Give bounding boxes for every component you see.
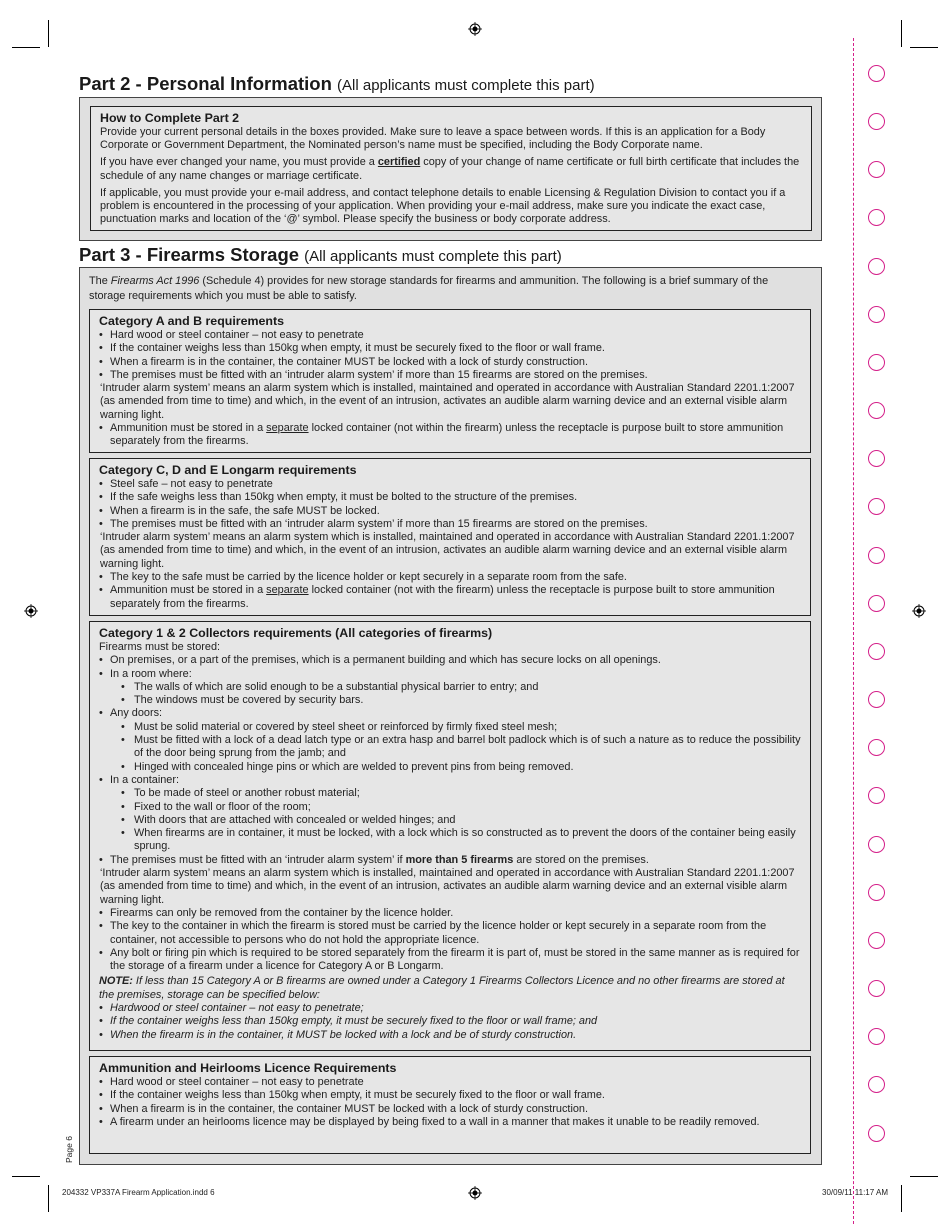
- footer-datetime: 30/09/11 11:17 AM: [822, 1188, 888, 1197]
- part2-paragraph: Provide your current personal details in the boxes provided. Make sure to leave a space between words. If this is an application for a Body Corporate or Government Department, the Nominated person’s name must be specified, including the Body Corporate name.: [100, 126, 766, 152]
- list-item: • When a firearm is in the container, the container MUST be locked with a lock of sturdy construction.: [99, 1103, 801, 1116]
- alarm-definition: ‘Intruder alarm system’ means an alarm system which is installed, maintained and operated in accordance with Australian Standard 2201.1:2007 (as amended from time to time) and which, in the event of an intrusion, activates an audible alarm warning device and an external visible alarm warning light.: [100, 382, 795, 421]
- list-item: • On premises, or a part of the premises, which is a permanent building and which has secure locks on all openings.: [99, 654, 801, 667]
- crop-mark: [12, 47, 40, 48]
- collectors-lead: Firearms must be stored:: [99, 641, 221, 653]
- ammunition-heirlooms-box: [89, 1056, 811, 1154]
- sub-list-item: • Fixed to the wall or floor of the room;: [99, 801, 801, 814]
- list-item: • If the safe weighs less than 150kg when empty, it must be bolted to the structure of the premises.: [99, 491, 801, 504]
- sub-list-item: • Must be solid material or covered by steel sheet or reinforced by firmly fixed steel mesh;: [99, 721, 801, 734]
- category-ab-box: [89, 309, 811, 453]
- list-item: • The premises must be fitted with an ‘intruder alarm system’ if more than 15 firearms are stored on the premises.: [99, 518, 801, 531]
- page-number: Page 6: [64, 1136, 74, 1163]
- sub-list-item: • With doors that are attached with concealed or welded hinges; and: [99, 814, 801, 827]
- list-item: • A firearm under an heirlooms licence may be displayed by being fixed to a wall in a manner that makes it unable to be readily removed.: [99, 1116, 801, 1129]
- sub-list-item: • Must be fitted with a lock of a dead latch type or an extra hasp and barrel bolt padlock which is of such a nature as to reduce the possibility of the door being sprung from the jamb; and: [99, 734, 801, 761]
- list-item: • Hard wood or steel container – not easy to penetrate: [99, 1076, 801, 1089]
- ammunition-heirlooms-heading: Ammunition and Heirlooms Licence Requirements: [99, 1061, 397, 1075]
- part2-title: Part 2 - Personal Information (All applicants must complete this part): [79, 73, 595, 94]
- sub-list-item: • The windows must be covered by security bars.: [99, 694, 801, 707]
- list-item: • In a room where:: [99, 668, 801, 681]
- list-item: • If the container weighs less than 150kg when empty, it must be securely fixed to the floor or wall frame.: [99, 342, 801, 355]
- list-item: • Firearms can only be removed from the container by the licence holder.: [99, 907, 801, 920]
- perforation-line: [853, 38, 854, 1224]
- punch-hole-icon: [868, 691, 885, 708]
- punch-hole-icon: [868, 595, 885, 612]
- sub-list-item: • When firearms are in container, it must be locked, with a lock which is so constructed as to prevent the doors of the container being easily sprung.: [99, 827, 801, 854]
- registration-mark-icon: [24, 604, 38, 618]
- punch-hole-icon: [868, 209, 885, 226]
- punch-hole-icon: [868, 547, 885, 564]
- punch-hole-icon: [868, 980, 885, 997]
- list-item: • Any doors:: [99, 707, 801, 720]
- punch-hole-icon: [868, 787, 885, 804]
- punch-hole-icon: [868, 402, 885, 419]
- list-item: • The key to the safe must be carried by the licence holder or kept securely in a separate room from the safe.: [99, 571, 801, 584]
- sub-list-item: • To be made of steel or another robust material;: [99, 787, 801, 800]
- list-item: • Steel safe – not easy to penetrate: [99, 478, 801, 491]
- list-item: • Hardwood or steel container – not easy to penetrate;: [99, 1002, 801, 1015]
- part2-panel: [79, 97, 822, 241]
- crop-mark: [901, 1185, 902, 1212]
- part3-subtitle: (All applicants must complete this part): [304, 248, 562, 265]
- punch-hole-icon: [868, 884, 885, 901]
- part2-paragraph: If applicable, you must provide your e-mail address, and contact telephone details to enable Licensing & Regulation Division to contact you if a problem is encountered in the processing of your application. When providing your e-mail address, make sure you indicate the exact case, punctuation marks and location of the ‘@’ symbol. Please specify the business or body corporate address.: [100, 186, 786, 226]
- list-item: • The premises must be fitted with an ‘intruder alarm system’ if more than 15 firearms are stored on the premises.: [99, 369, 801, 382]
- list-item: • If the container weighs less than 150kg empty, it must be securely fixed to the floor or wall frame; and: [99, 1015, 801, 1028]
- list-item: • The premises must be fitted with an ‘intruder alarm system’ if more than 5 firearms are stored on the premises.: [99, 854, 801, 867]
- registration-mark-icon: [912, 604, 926, 618]
- crop-mark: [12, 1176, 40, 1177]
- registration-mark-icon: [468, 1186, 482, 1200]
- how-to-complete-heading: How to Complete Part 2: [100, 111, 240, 125]
- punch-hole-icon: [868, 161, 885, 178]
- alarm-definition: ‘Intruder alarm system’ means an alarm system which is installed, maintained and operated in accordance with Australian Standard 2201.1:2007 (as amended from time to time) and which, in the event of an intrusion, activates an audible alarm warning device and an external visible alarm warning light.: [100, 867, 795, 906]
- category-collectors-heading: Category 1 & 2 Collectors requirements (All categories of firearms): [99, 626, 493, 640]
- punch-hole-icon: [868, 258, 885, 275]
- punch-hole-icon: [868, 739, 885, 756]
- punch-hole-icon: [868, 354, 885, 371]
- punch-hole-icon: [868, 450, 885, 467]
- category-collectors-box: [89, 621, 811, 1051]
- list-item: • Ammunition must be stored in a separate locked container (not within the firearm) unless the receptacle is purpose built to store ammunition separately from the firearms.: [99, 422, 801, 449]
- crop-mark: [910, 47, 938, 48]
- crop-mark: [48, 20, 49, 47]
- sub-list-item: • Hinged with concealed hinge pins or which are welded to prevent pins from being removed.: [99, 761, 801, 774]
- collectors-note: NOTE: If less than 15 Category A or B firearms are owned under a Category 1 Firearms Collectors Licence and no other firearms are stored at the premises, storage can be specified below:: [99, 975, 785, 1001]
- list-item: • In a container:: [99, 774, 801, 787]
- crop-mark: [901, 20, 902, 47]
- category-cde-heading: Category C, D and E Longarm requirements: [99, 463, 357, 477]
- punch-hole-icon: [868, 65, 885, 82]
- list-item: • The key to the container in which the firearm is stored must be carried by the licence holder or kept securely in a separate room from the container, not accessible to persons who do not hold the appropriate licence.: [99, 920, 801, 947]
- list-item: • If the container weighs less than 150kg when empty, it must be securely fixed to the floor or wall frame.: [99, 1089, 801, 1102]
- footer-filename: 204332 VP337A Firearm Application.indd 6: [62, 1188, 215, 1197]
- list-item: • When the firearm is in the container, it MUST be locked with a lock and be of sturdy construction.: [99, 1029, 801, 1042]
- list-item: • Hard wood or steel container – not easy to penetrate: [99, 329, 801, 342]
- punch-hole-icon: [868, 643, 885, 660]
- punch-hole-icon: [868, 306, 885, 323]
- list-item: • Any bolt or firing pin which is required to be stored separately from the firearm it is part of, must be stored in the same manner as is required for the storage of a firearm under a licence for Category A or B Longarm.: [99, 947, 801, 974]
- alarm-definition: ‘Intruder alarm system’ means an alarm system which is installed, maintained and operated in accordance with Australian Standard 2201.1:2007 (as amended from time to time) and which, in the event of an intrusion, activates an audible alarm warning device and an external visible alarm warning light.: [100, 531, 795, 570]
- punch-hole-icon: [868, 1125, 885, 1142]
- punch-hole-icon: [868, 836, 885, 853]
- punch-hole-icon: [868, 1028, 885, 1045]
- how-to-complete-box: [90, 106, 812, 231]
- part3-intro: The Firearms Act 1996 (Schedule 4) provides for new storage standards for firearms and ammunition. The following is a brief summary of the storage requirements which you must be able to satisfy.: [89, 275, 769, 302]
- category-ab-heading: Category A and B requirements: [99, 314, 284, 328]
- part2-subtitle: (All applicants must complete this part): [337, 77, 595, 94]
- punch-hole-icon: [868, 932, 885, 949]
- registration-mark-icon: [468, 22, 482, 36]
- list-item: • When a firearm is in the safe, the safe MUST be locked.: [99, 505, 801, 518]
- crop-mark: [48, 1185, 49, 1212]
- punch-hole-icon: [868, 498, 885, 515]
- part2-paragraph: If you have ever changed your name, you must provide a certified copy of your change of name certificate or full birth certificate that includes the schedule of any name changes or marriage certificate.: [100, 156, 800, 182]
- punch-hole-icon: [868, 1076, 885, 1093]
- category-cde-box: [89, 458, 811, 616]
- sub-list-item: • The walls of which are solid enough to be a substantial physical barrier to entry; and: [99, 681, 801, 694]
- part3-title: Part 3 - Firearms Storage (All applicants must complete this part): [79, 244, 562, 265]
- punch-hole-icon: [868, 113, 885, 130]
- list-item: • When a firearm is in the container, the container MUST be locked with a lock of sturdy construction.: [99, 356, 801, 369]
- list-item: • Ammunition must be stored in a separate locked container (not with the firearm) unless the receptacle is purpose built to store ammunition separately from the firearms.: [99, 584, 801, 611]
- crop-mark: [910, 1176, 938, 1177]
